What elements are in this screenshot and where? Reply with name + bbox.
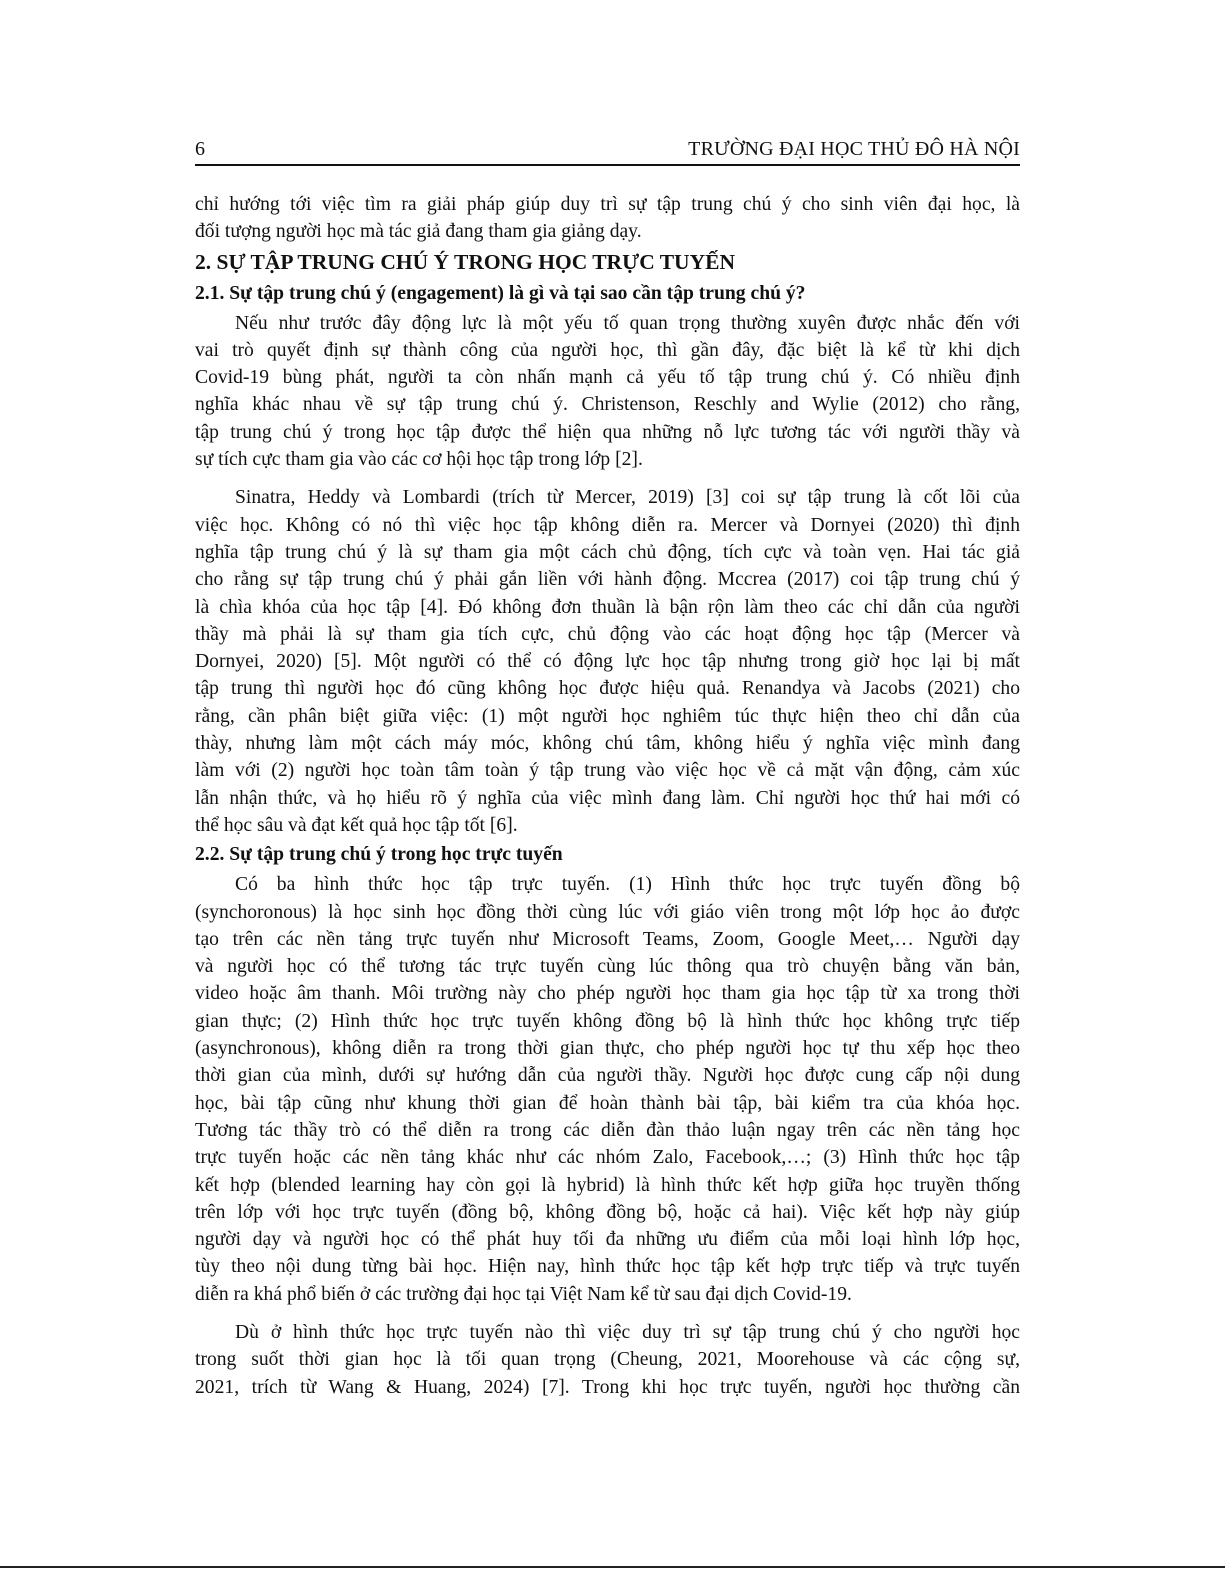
text-line: tập trung chú ý trong học tập được thể hiện qua những nỗ lực tương tác với người thầy và xyxy=(195,421,1020,443)
paragraph xyxy=(195,310,1020,474)
text-line: Sinatra, Heddy và Lombardi (trích từ Mercer, 2019) [3] coi sự tập trung là cốt lõi của xyxy=(235,487,1020,509)
text-line: Dornyei, 2020) [5]. Một người có thể có động lực học tập nhưng trong giờ học lại bị mất xyxy=(195,651,1020,673)
text-line: sự tích cực tham gia vào các cơ hội học tập trong lớp [2]. xyxy=(195,449,643,471)
text-line: Tương tác thầy trò có thể diễn ra trong các diễn đàn thảo luận ngay trên các nền tảng học xyxy=(195,1119,1020,1141)
text-line: Có ba hình thức học tập trực tuyến. (1) Hình thức học trực tuyến đồng bộ xyxy=(235,874,1020,896)
text-line: người dạy và người học có thể phát huy tối đa những ưu điểm của mỗi loại hình lớp học, xyxy=(195,1229,1020,1251)
text-line: thời gian của mình, dưới sự hướng dẫn của người thầy. Người học được cung cấp nội dung xyxy=(195,1065,1020,1087)
text-line: và người học có thể tương tác trực tuyến cùng lúc thông qua trò chuyện bằng văn bản, xyxy=(195,956,1020,978)
text-line: diễn ra khá phổ biến ở các trường đại học tại Việt Nam kể từ sau đại dịch Covid-19. xyxy=(195,1283,852,1305)
subsection-heading: 2.2. Sự tập trung chú ý trong học trực tuyến xyxy=(195,844,563,866)
text-line: lẫn nhận thức, và họ hiểu rõ ý nghĩa của việc mình đang làm. Chỉ người học thứ hai mới có xyxy=(195,787,1020,809)
text-line: Covid-19 bùng phát, người ta còn nhấn mạnh cả yếu tố tập trung chú ý. Có nhiều định xyxy=(195,367,1020,389)
text-line: Dù ở hình thức học trực tuyến nào thì việc duy trì sự tập trung chú ý cho người học xyxy=(235,1321,1020,1343)
paragraph xyxy=(195,484,1020,839)
text-line: nghĩa tập trung chú ý là sự tham gia một cách chủ động, tích cực và toàn vẹn. Hai tác giả xyxy=(195,541,1020,563)
text-line: trên lớp với học trực tuyến (đồng bộ, không đồng bộ, hoặc cả hai). Việc kết hợp này giúp xyxy=(195,1201,1020,1223)
paragraph xyxy=(195,191,1020,246)
text-line: nghĩa khác nhau về sự tập trung chú ý. Christenson, Reschly and Wylie (2012) cho rằng, xyxy=(195,394,1020,416)
text-line: rằng, cần phân biệt giữa việc: (1) một người học nghiêm túc thực hiện theo chỉ dẫn của xyxy=(195,705,1020,727)
text-line: trong suốt thời gian học là tối quan trọng (Cheung, 2021, Moorehouse và các cộng sự, xyxy=(195,1349,1020,1371)
text-line: thể học sâu và đạt kết quả học tập tốt [6]. xyxy=(195,814,518,836)
text-line: tạo trên các nền tảng trực tuyến như Microsoft Teams, Zoom, Google Meet,… Người dạy xyxy=(195,928,1020,950)
text-line: gian thực; (2) Hình thức học trực tuyến không đồng bộ là hình thức học không trực tiếp xyxy=(195,1010,1020,1032)
text-line: thầy mà phải là sự tham gia tích cực, chủ động vào các hoạt động học tập (Mercer và xyxy=(195,623,1020,645)
text-line: Nếu như trước đây động lực là một yếu tố quan trọng thường xuyên được nhắc đến với xyxy=(235,312,1020,334)
header-rule xyxy=(195,164,1020,166)
text-line: tập trung thì người học đó cũng không học được hiệu quả. Renandya và Jacobs (2021) cho xyxy=(195,678,1020,700)
article-body xyxy=(195,191,1020,1412)
paragraph xyxy=(195,1319,1020,1401)
text-line: làm với (2) người học toàn tâm toàn ý tập trung vào việc học về cả mặt vận động, cảm xúc xyxy=(195,760,1020,782)
text-line: chỉ hướng tới việc tìm ra giải pháp giúp duy trì sự tập trung chú ý cho sinh viên đại học, là xyxy=(195,194,1020,215)
text-line: (synchoronous) là học sinh học đồng thời cùng lúc với giáo viên trong một lớp học ảo được xyxy=(195,901,1020,923)
text-line: (asynchronous), không diễn ra trong thời gian thực, cho phép người học tự thu xếp học theo xyxy=(195,1038,1020,1060)
journal-title: TRƯỜNG ĐẠI HỌC THỦ ĐÔ HÀ NỘI xyxy=(688,138,1020,160)
page-number: 6 xyxy=(195,138,205,160)
text-line: trực tuyến hoặc các nền tảng khác như các nhóm Zalo, Facebook,…; (3) Hình thức học tập xyxy=(195,1147,1020,1169)
page-bottom-border xyxy=(0,1566,1225,1568)
text-line: vai trò quyết định sự thành công của người học, thì gần đây, đặc biệt là kể từ khi dịch xyxy=(195,339,1020,361)
section-heading: 2. SỰ TẬP TRUNG CHÚ Ý TRONG HỌC TRỰC TUYẾN xyxy=(195,249,735,274)
text-line: tùy theo nội dung từng bài học. Hiện nay, hình thức học tập kết hợp trực tiếp và trực tuyến xyxy=(195,1256,1020,1278)
text-line: là chìa khóa của học tập [4]. Đó không đơn thuần là bận rộn làm theo các chỉ dẫn của người xyxy=(195,596,1020,618)
text-line: cho rằng sự tập trung chú ý phải gắn liền với hành động. Mccrea (2017) coi tập trung chú ý xyxy=(195,569,1020,591)
paragraph xyxy=(195,871,1020,1308)
text-line: việc học. Không có nó thì việc học tập không diễn ra. Mercer và Dornyei (2020) thì định xyxy=(195,514,1020,536)
running-header xyxy=(195,138,1020,164)
text-line: đối tượng người học mà tác giả đang tham gia giảng dạy. xyxy=(195,221,642,243)
text-line: video hoặc âm thanh. Môi trường này cho phép người học tham gia học tập từ xa trong thời xyxy=(195,983,1020,1005)
text-line: 2021, trích từ Wang & Huang, 2024) [7]. Trong khi học trực tuyến, người học thường cần xyxy=(195,1376,1020,1398)
text-line: kết hợp (blended learning hay còn gọi là hybrid) là hình thức kết hợp giữa học truyền thống xyxy=(195,1174,1020,1196)
text-line: thày, nhưng làm một cách máy móc, không chú tâm, không hiểu ý nghĩa việc mình đang xyxy=(195,733,1020,755)
text-line: học, bài tập cũng như khung thời gian để hoàn thành bài tập, bài kiểm tra của khóa học. xyxy=(195,1092,1020,1114)
subsection-heading: 2.1. Sự tập trung chú ý (engagement) là gì và tại sao cần tập trung chú ý? xyxy=(195,282,806,304)
